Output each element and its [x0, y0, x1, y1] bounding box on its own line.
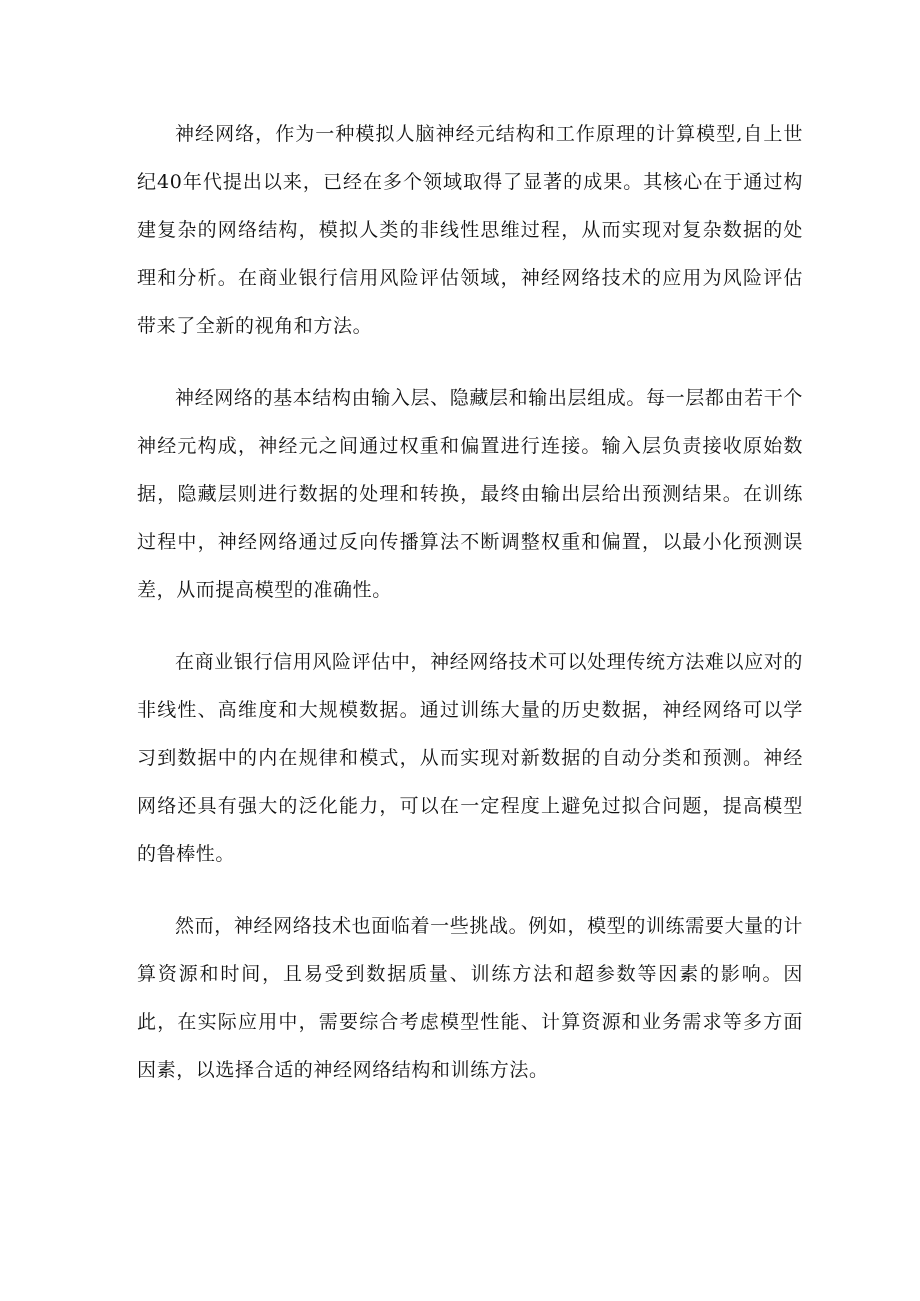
paragraph-2: 神经网络的基本结构由输入层、隐藏层和输出层组成。每一层都由若干个神经元构成，神经元之间通过权重和偏置进行连接。输入层负责接收原始数据，隐藏层则进行数据的处理和转换，最终由输出层给出预测结果。在训练过程中，神经网络通过反向传播算法不断调整权重和偏置，以最小化预测误差，从而提高模型的准确性。	[137, 387, 803, 601]
paragraph-4: 然而，神经网络技术也面临着一些挑战。例如，模型的训练需要大量的计算资源和时间，且易受到数据质量、训练方法和超参数等因素的影响。因此，在实际应用中，需要综合考虑模型性能、计算资源和业务需求等多方面因素，以选择合适的神经网络结构和训练方法。	[137, 915, 803, 1081]
paragraph-3: 在商业银行信用风险评估中，神经网络技术可以处理传统方法难以应对的非线性、高维度和大规模数据。通过训练大量的历史数据，神经网络可以学习到数据中的内在规律和模式，从而实现对新数据的自动分类和预测。神经网络还具有强大的泛化能力，可以在一定程度上避免过拟合问题，提高模型的鲁棒性。	[137, 651, 803, 865]
document-body	[137, 110, 803, 1118]
paragraph-1: 神经网络，作为一种模拟人脑神经元结构和工作原理的计算模型,自上世纪40年代提出以来，已经在多个领域取得了显著的成果。其核心在于通过构建复杂的网络结构，模拟人类的非线性思维过程，从而实现对复杂数据的处理和分析。在商业银行信用风险评估领域，神经网络技术的应用为风险评估带来了全新的视角和方法。	[137, 123, 803, 337]
